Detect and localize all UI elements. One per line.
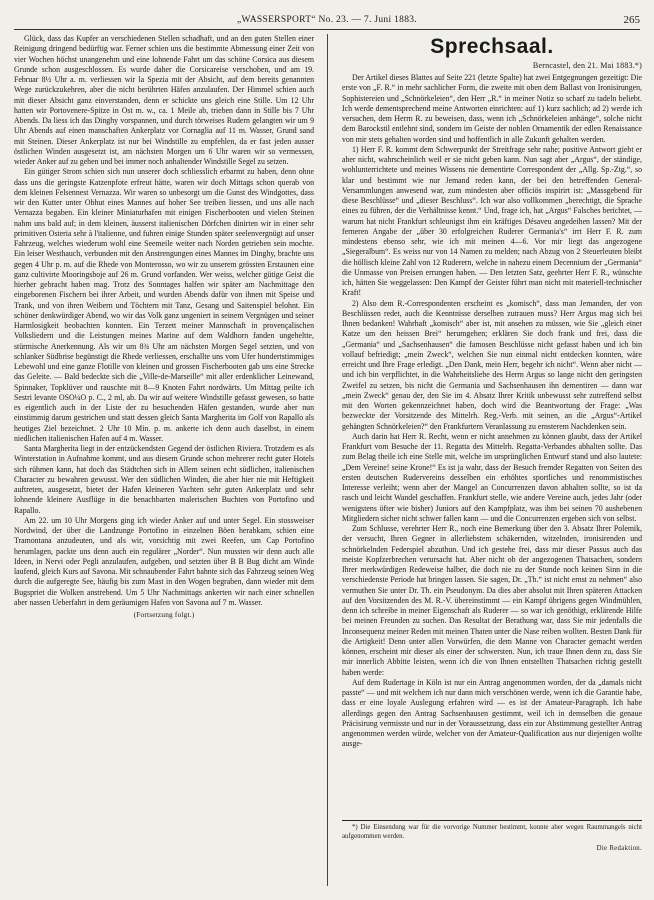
editorial-signature: Die Redaktion. [596, 844, 642, 852]
column-rule [327, 34, 328, 886]
continuation-note: (Fortsetzung folgt.) [133, 610, 195, 619]
letter-paragraph: Zum Schlusse, verehrter Herr R., noch eine Bemerkung über den 3. Absatz Ihrer Polemik, der versucht, Ihren Gegner in allerliebstem schäkernden, witzelnden, ironisirenden und schnörkelnden Federspiel abzuthun. Und ich gestehe frei, dass mir dieser Passus auch das meiste Kopfzerbrechen verursacht hat. Aber nicht ob der angezogenen Thatsachen, sondern Ihrer merkwürdigen Redeweise halber, die doch nie zu der Stunde noch keinen Sinn in die verschiedenste Periode hat bringen lassen. Sie sagen, Dr. „Th.“ ist nicht ernst zu nehmen“ also vermuthen Sie unter Dr. Th. ein Pseudonym. Da dies aber absolut mit Ihren späteren Attacken auf den Vorsitzenden des M. R.-V. übereinstimmt — ein Kampf übrigens gegen Windmühlen, denn ich schreibe in meiner Eigenschaft als Ruderer — so war ich genöthigt, erklärende Hilfe bei meinen Freunden zu suchen. Das Resultat der Berathung war, dass Sie mir jedenfalls die Inconsequenz meiner Reden mit meinen Thaten unter die Nase reiben wollten. Besten Dank für die Artigkeit! Denn unter allen Vorwürfen, die dem Manne von Character gemacht werden können, erscheint mir dieser als einer der schwersten. Nun, ich traue Ihnen denn zu, dass Sie mir innerlich Abbitte leisten, wenn ich die von Ihnen entstellten Thatsachen richtig gestellt haben werde: [342, 524, 642, 677]
left-column [14, 34, 314, 886]
right-column [342, 34, 642, 886]
letter-paragraph: 2) Also dem R.-Correspondenten erscheint es „komisch“, dass man Jemanden, der von Beschlüssen redet, auch die Kenntnisse derselben zutrauen muss? Herr Argus mag sich bei Ihnen bedanken! Wahrhaft „komisch“ aber ist, mit ansehen zu müssen, wie Sie „gleich einer Katze um den heissen Brei“ herumgehen; erklären Sie doch frank und frei, dass die „Germania“ und „Sachsenhausen“ die famosen Beschlüsse nicht gefasst haben und ich bin vollauf befriedigt; „mein Zweck“, welchen Sie nun einmal nicht entdecken konnten, wäre erreicht und Ihre Frage erledigt. „Den Dank, mein Herr, begehr ich nicht“. Wenn aber nicht — und ich bin verpflichtet, in die Wahrheitsliebe des Herrn Argus so lange nicht den geringsten Zweifel zu setzen, bis nicht die Germania und Sachsenhausen ihn dementiren — dann war „mein Zweck“ genau der, den Sie im 4. Absatz Ihrer Kritik unbewusst sehr zutreffend selbst mit den Worten gekennzeichnet haben, doch wird die Beantwortung der Frage: „Was bezweckte der Vorsitzende des Mittelrh. Reg.-Verb. mit seinen, an die „Argus“-Artikel gehängten Schnörkeleien?“ den Frankfurtern Veranlassung zu ernsterem Nachdenken sein. [342, 298, 642, 431]
section-title: Sprechsaal. [430, 35, 554, 58]
footnote-rule [342, 820, 642, 821]
page-number: 265 [623, 14, 640, 26]
footnote-text: *) Die Einsendung war für die vorvorige Nummer bestimmt, konnte aber wegen Raummangels nicht aufgenommen werden. [342, 824, 642, 840]
article-paragraph: Ein gütiger Strom schien sich nun unserer doch schliesslich erbarmt zu haben, denn ohne dass uns die geringste Katzenpfote erfreut hätte, waren wir doch Mittags schon querab von dem kleinen Felsennest Vernazza. Wir waren so unbesorgt um die Gunst des Windgottes, dass wir den Kutter unter Obhut eines Mannes auf hoher See treiben liessen, und uns alle nach Vernazza begaben. Ein kleiner Miniaturhafen mit einigen Fischerbooten und vielen Steinen nahm uns bald auf; in dem kleinen, äusserst italienischen Dörfchen dinirten wir in einer sehr primitiven Osteria sehr à l'italienne, und fuhren einige Stunden später seelenvergnügt auf unser Fahrzeug, welches wiederum wohl eine Seemeile weiter nach Norden getrieben sein mochte. Ein leiser Westhauch, verbunden mit den Anstrengungen eines Mannes im Dinghy, brachte uns gegen 4 Uhr p. m. auf die Rhede von Monterosso, wo wir zu unserem grössten Erstaunen eine ganz cultivirte Mooringsboje auf 26 m. Grund vorfanden. Wer weiss, welcher gütige Geist die hierher gebracht haben mag. Trotz des Sonntages halfen wir später am Nachmittage den eingeborenen Fischern bei ihrer Arbeit, und wurden Abends dafür von ihnen mit Speise und Trank, und von ihren Weibern und Töchtern mit Tanz, Gesang und Saitenspiel belohnt. Ein schöner denkwürdiger Abend, wo wir das Volk ganz ungeniert in seinem Vergnügen und seiner Harmlosigkeit beobachten konnten. Ein Terzett meiner Mannschaft in provençalischen Volksliedern und die Leistungen meines Marine auf dem Waldhorn fanden ungeheltte, stürmische Anerkennung. Als wir um 8¾ Uhr am nächsten Morgen Segel setzten, und von schlanker Südbrise begünstigt die Rhede verliessen, erschallte uns vom Ufer hundertstimmiges Lebewohl und eine ganze Flotille von kleinen und grossen Fischerbooten gab uns eine Strecke das Geleite. — Bald bedeckte sich die „Ville-de-Marseille“ mit aller erdenklicher Leinewand, Spinnaker, Topklüver und rauschte mit 8—9 Knoten Fahrt nordwärts. Um Mittag peilte ich Sestri levante OSO¼O p. C., 2 ml, ab. Da wir auf weitere Windstille gefasst gewesen, so hatte es eigentlich auch in der Liste der zu besuchenden Häfen gestanden, wurde aber nun einstimmig darum gestrichen und statt dessen gleich Santa Margherita im Golf von Rapallo als heutiges Ziel bezeichnet. 2 Uhr 10 Min. p. m. ankerte ich denn auch daselbst, in einem niedlichen italienischen Hafen auf 4 m. Wasser. [14, 167, 314, 443]
page-header [14, 12, 640, 28]
letter-paragraph: 1) Herr F. R. kommt dem Schwerpunkt der Streitfrage sehr nahe; positive Antwort giebt er aber nicht, wahrscheinlich weil er sie nicht geben kann. Nun sagt aber „Argus“, der ständige, wohlunterrichtete und meines Wissens nie dementirte Correspondent der „Allg. Sp.-Ztg.“, so klar und bestimmt wie nur Jemand reden kann, der bei den betreffenden General-Versammlungen anwesend war, zum mindesten aber officiös inspirirt ist: „Massgebend für diese Beschlüsse“ und „dieser Beschluss“. Ich war also vollkommen „berechtigt, die Sprache eines zu führen, der die Verhältnisse kennt.“ Und, frage ich, hat „Argus“ Falsches berichtet, — warum hat nicht Frankfurt schleunigst ihm ein kräftiges Désaveu angedeihen lassen? Mit der ferneren Angabe der „über 30 erfolgreichen Ruderer Germania's“ irrt Herr F. R. zum mindestens ebenso sehr, wie ich mit meinen 4—6. Vor mir liegt das angezogene „Siegeralbum“. Es weiss nur von 14 Namen zu melden; nach Abzug von 2 Steuerleuten bleibt die höllisch kleine Zahl von 12 Ruderern, welche in nahezu einem Decennium der „Germania“ die Unmasse von Preisen errungen haben. — Den letzten Satz, geehrter Herr F. R., wünschte ich, hätten Sie weggelassen: Den Kampf der Geister führt man nicht mit materiell-technischer Kraft! [342, 144, 642, 298]
running-header: „WASSERSPORT“ No. 23. — 7. Juni 1883. [237, 15, 417, 25]
letter-paragraph: Auch darin hat Herr R. Recht, wenn er nicht annehmen zu können glaubt, dass der Artikel Frankfurt vom Besuche der 11. Regatta des Mittelrh. Regatta-Verbandes abhalten sollte. Das zum Belag theile ich eine Stelle mit, welche im ursprünglichen Entwurf stand und also lautete: „Dem Vereine! seine Krone!“ Es ist ja wahr, dass der Besuch fremder Regatten von Seiten des ersten deutschen Rudervereins desselben ein erhöhtes sportliches und renommistisches Interesse verleiht; wenn aber der Mangel an Concurrenzen davon abhalten sollte, so ist da rasch und leicht Wandel geschaffen. Frankfurt stelle, wie andere Vereine auch, jedes Jahr (oder wenigstens öfter wie bisher) Juniors auf den Kampfplatz, was ihm bei seinen 70 aushebenen Mitgliedern sicher nicht schwer fallen kann — und die Concurrenzen ergeben sich von selbst. [342, 431, 642, 523]
article-paragraph: Santa Margherita liegt in der entzückendsten Gegend der östlichen Riviera. Trotzdem es als Winterstation in Aufnahme kommt, und aus diesem Grunde schon mehrerer recht guter Hotels sich rühmen kann, hat doch das Städtchen sich in Allem seinen echt südlichen, italienischen Character zu bewahren gewusst. Wer den südlichen Winden, die aber hier nie mit Heftigkeit auftreten, ausgesetzt, bietet der Hafen kleineren Yachten sehr guten Ankerplatz und sehr lohnende kleinere Ausflüge in die benachbarten malerischen Buchten von Portofino und Rapallo. [14, 444, 314, 515]
article-paragraph: Glück, dass das Kupfer an verschiedenen Stellen schadhaft, und an den guten Stellen einer Reinigung dringend bedürftig war. Ferner schien uns die bestimmte Abmessung einer Zeit von vier Wochen höchst unangenehm und eine lohnende Fahrt um das schöne Corsica aus diesem Grunde schon ausgeschlossen. Es wurde daher die Corsicareise verschoben, und am 19. Februar 8½ Uhr a. m. verliessen wir la Spezia mit der Absicht, auf dem bereits genannten Wege zurückzukehren, aber die nicht berührten Häfen anzulaufen. Der Himmel schien auch mit dieser Absicht ganz einverstanden, denn er schickte uns gleich eine Stille. Um 12 Uhr hatten wir Portovenere-Spitze in Ost m. w., ca. 1 Meile ab, trieben dann in Stille bis 7 Uhr Abends. Da liess ich das Dinghy vorspannen, und durch törweises Rudern gelangten wir um 9 Uhr Abends auf einen manschaften Ankerplatz vor Cornaglia auf 11 m. Wasser, Grund sand mit Steinen. Dieser Ankerplatz ist nur bei Windstille zu empfehlen, da er fast jeden ausser östlichen Winden ausgesetzt ist, am nächsten Morgen um 6 Uhr waren wir so vermessen, wieder Anker auf zu gehen und bei immer noch anhaltender Windstille Segel zu setzen. [14, 34, 314, 166]
dateline: Berncastel, den 21. Mai 1883.*) [532, 61, 642, 70]
letter-paragraph: Auf dem Rudertage in Köln ist nur ein Antrag angenommen worden, der da „damals nicht passte“ — und mit welchem ich nur dann mich verschönen werde, wenn ich die Garantie habe, dass er eine loyale Auslegung erfahren wird — es ist der Amateur-Paragraph. Ich habe allerdings gegen den Antrag Sachsenhausen gestimmt, weil ich in demselben die genaue Präcisirung vermisste und nur in der Voraussetzung, dass ein zur Abstimmung gestellter Antrag angenommen werden würde, welcher von der Amateur-Qualification aus nur diejenigen wollte ausge- [342, 677, 642, 749]
article-paragraph: Am 22. um 10 Uhr Morgens ging ich wieder Anker auf und unter Segel. Ein stossweiser Nordwind, der über die Landzunge Portofino in einzelnen Böen herabkam, schien eine Tramontana anzudeuten, und als wir, vorsichtig mit zwei Reefen, um Cap Portofino herumlagen, packte uns denn auch ein regulärer „Norder“. Nun mussten wir denn auch alle Ideen, in Nervi oder Pegli anzulaufen, aufgeben, und setzten über B B Bug dicht am Winde laufend, gleich Kurs auf Savona. Mit schnaubender Fahrt bahnte sich das Fahrzeug seinen Weg durch die aufgeregte See, häufig bis zum Mast in den Wogen begraben, dann wieder mit dem Bugspriet die Wolken anstrebend. Um 5 Uhr Nachmittags ankerten wir nach einer schnellen aber nassen Ueberfahrt in dem geräumigen Hafen von Savona auf 7 m. Wasser. [14, 515, 314, 607]
footnote [342, 824, 642, 853]
header-rule [14, 29, 640, 30]
letter-paragraph: Der Artikel dieses Blattes auf Seite 221 (letzte Spalte) hat zwei Entgegnungen gezeitigt: Die erste von „F. R.“ in mehr sachlicher Form, die zweite mit oben dem Ballast von Ironisirungen, Sophistereien und „Schnörkeleien“, den Herr „R.“ in meiner Notiz so scharf zu tadeln beliebt. Ich werde dementsprechend meine Antworten einrichten: auf 1) kurz sachlich; ad 2) werde ich versuchen, dem Herrn R. zu beweisen, dass, wenn ich „Schnörkeleien anhänge“, solche nicht dem Barockstil entlehnt sind, sondern im Geiste der noblen Ornamentik der edlen Renaissance von mir stets gehalten worden sind und hoffentlich in alle Zukunft gehalten werden. [342, 73, 642, 144]
